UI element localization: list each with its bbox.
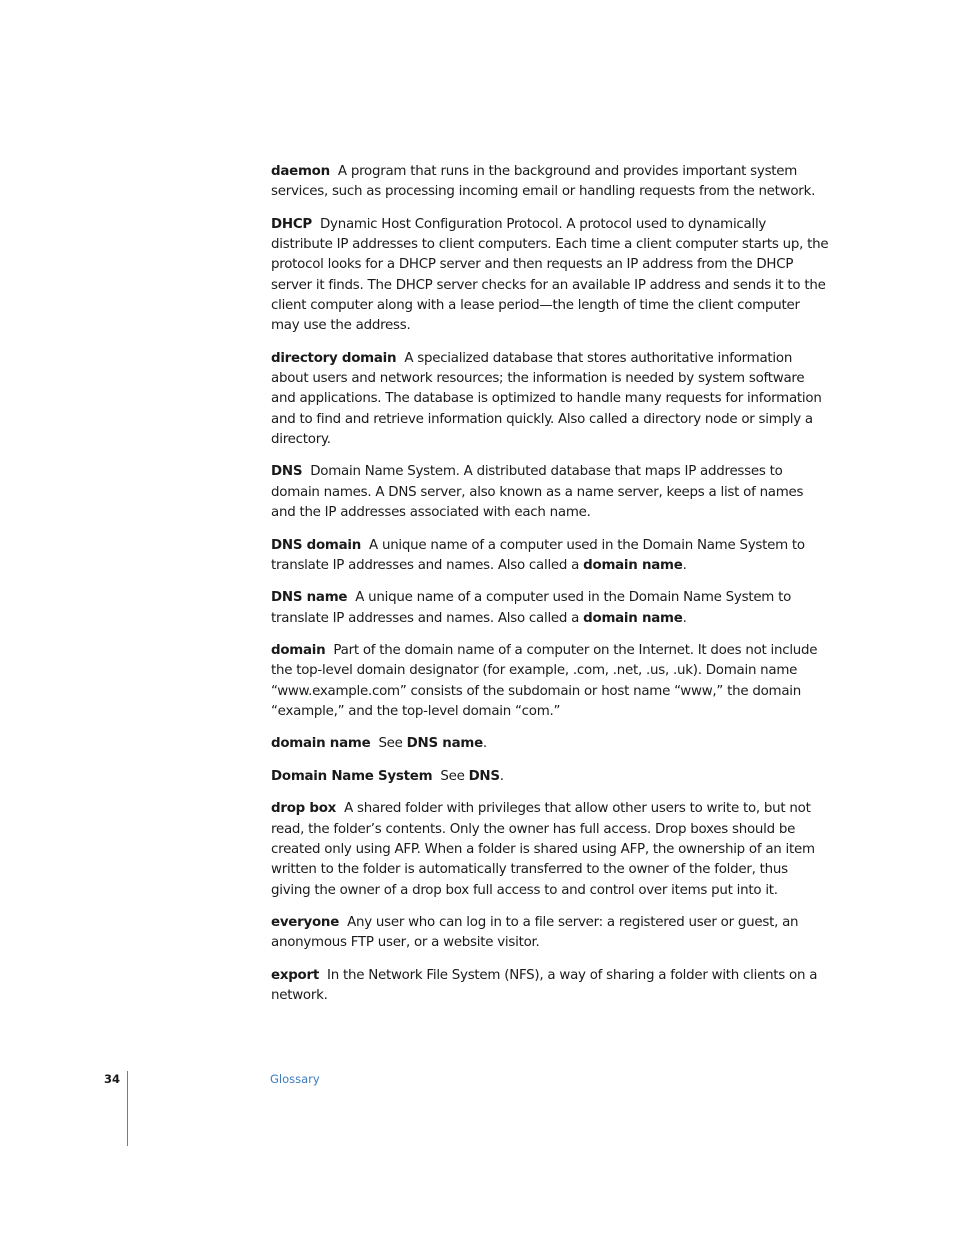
glossary-cross-reference: domain name — [583, 557, 683, 573]
glossary-cross-reference: domain name — [583, 610, 683, 626]
glossary-term: domain — [271, 643, 326, 659]
page-number: 34 — [104, 1072, 121, 1086]
glossary-cross-reference: DNS name — [406, 736, 483, 752]
glossary-entry — [271, 641, 831, 722]
glossary-tail: . — [682, 610, 687, 626]
glossary-term: DNS name — [271, 590, 348, 606]
glossary-entry — [271, 215, 831, 337]
glossary-term: Domain Name System — [271, 768, 433, 784]
glossary-tail: . — [682, 557, 687, 573]
glossary-term: DHCP — [271, 216, 312, 232]
glossary-term: DNS — [271, 464, 303, 480]
footer-divider — [127, 1071, 128, 1146]
glossary-list — [271, 162, 831, 1019]
glossary-tail: . — [482, 736, 487, 752]
glossary-definition: See — [440, 768, 469, 784]
glossary-definition: A unique name of a computer used in the Domain Name System to translate IP addresses and names. Also called a — [271, 537, 805, 573]
glossary-definition: A specialized database that stores authoritative information about users and network resources; the information is needed by system software and applications. The database is optimized to handle many requests for information and to find and retrieve information quickly. Also called a directory node or simply a directory. — [271, 350, 822, 447]
glossary-term: export — [271, 967, 320, 983]
glossary-definition: In the Network File System (NFS), a way of sharing a folder with clients on a network. — [271, 967, 818, 1004]
glossary-term: domain name — [271, 736, 371, 752]
glossary-entry — [271, 536, 831, 577]
glossary-cross-reference: DNS — [468, 768, 500, 784]
glossary-entry — [271, 162, 831, 203]
glossary-entry — [271, 799, 831, 900]
glossary-definition: A program that runs in the background and provides important system services, such as processing incoming email or handling requests from the network. — [271, 164, 816, 200]
glossary-entry — [271, 966, 831, 1007]
glossary-definition: A shared folder with privileges that allow other users to write to, but not read, the folder’s contents. Only the owner has full access. Drop boxes should be created only using AFP. When a folder is shared using AFP, the ownership of an item written to the folder is automatically transferred to the owner of the folder, thus giving the owner of a drop box full access to and control over items put into it. — [271, 801, 815, 898]
glossary-entry — [271, 767, 831, 787]
glossary-term: DNS domain — [271, 537, 362, 553]
glossary-definition: Part of the domain name of a computer on the Internet. It does not include the top-level domain designator (for example, .com, .net, .us, .uk). Domain name “www.example.com” consists of the subdomain or host name “www,” the domain “example,” and the top-level domain “com.” — [271, 643, 818, 719]
glossary-tail: . — [499, 768, 504, 784]
glossary-definition: A unique name of a computer used in the Domain Name System to translate IP addresses and names. Also called a — [271, 590, 792, 626]
glossary-definition: See — [378, 736, 407, 752]
glossary-definition: Dynamic Host Configuration Protocol. A protocol used to dynamically distribute IP addresses to client computers. Each time a client computer starts up, the protocol looks for a DHCP server and then requests an IP address from the DHCP server it finds. The DHCP server checks for an available IP address and sends it to the client computer along with a lease period—the length of time the client computer may use the address. — [271, 216, 829, 334]
glossary-entry — [271, 462, 831, 523]
glossary-definition: Any user who can log in to a file server: a registered user or guest, an anonymous FTP user, or a website visitor. — [271, 915, 799, 951]
footer-section-link[interactable]: Glossary — [270, 1072, 320, 1086]
glossary-term: everyone — [271, 915, 340, 931]
glossary-term: drop box — [271, 801, 337, 817]
glossary-term: daemon — [271, 164, 330, 179]
glossary-definition: Domain Name System. A distributed database that maps IP addresses to domain names. A DNS server, also known as a name server, keeps a list of names and the IP addresses associated with each name. — [271, 464, 804, 521]
glossary-entry — [271, 734, 831, 754]
glossary-entry — [271, 349, 831, 450]
glossary-term: directory domain — [271, 350, 397, 366]
glossary-entry — [271, 588, 831, 629]
glossary-entry — [271, 913, 831, 954]
